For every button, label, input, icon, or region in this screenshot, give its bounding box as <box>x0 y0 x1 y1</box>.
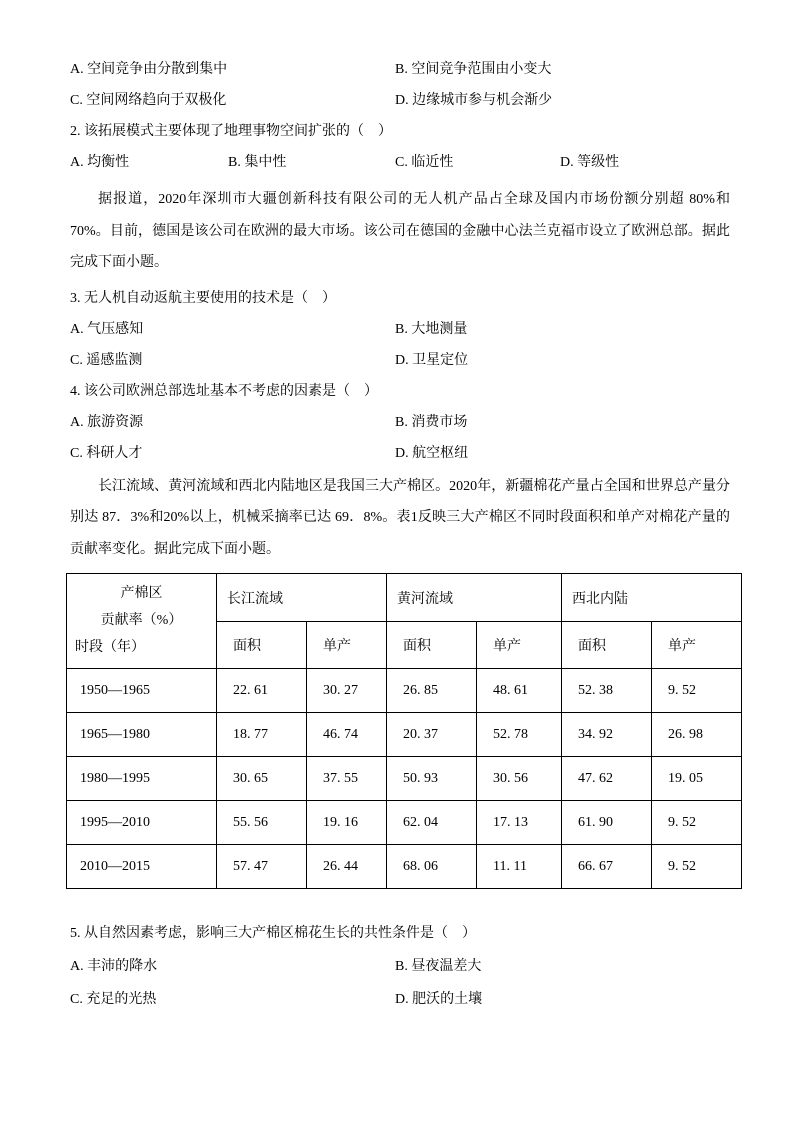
q1-options-row-2 <box>70 85 730 116</box>
table-cell-value: 22. 61 <box>217 669 307 713</box>
table-cell-period: 1980—1995 <box>67 757 217 801</box>
table-cell-value: 57. 47 <box>217 845 307 889</box>
table-cell-value: 47. 62 <box>562 757 652 801</box>
table-cell-value: 50. 93 <box>387 757 477 801</box>
table-header-row-1 <box>67 574 742 622</box>
table-cell-period: 2010—2015 <box>67 845 217 889</box>
q2-stem: 2. 该拓展模式主要体现了地理事物空间扩张的（ ） <box>70 124 392 139</box>
q4-stem: 4. 该公司欧洲总部选址基本不考虑的因素是（ ） <box>70 383 378 399</box>
q2-option-b: B. 集中性 <box>228 155 287 170</box>
q5-option-c: C. 充足的光热 <box>70 992 157 1007</box>
table-cell-period: 1965—1980 <box>67 713 217 757</box>
q3-option-a: A. 气压感知 <box>70 321 144 337</box>
q3-options-row-2 <box>70 345 730 376</box>
table-subheader-yield-2: 单产 <box>477 622 562 669</box>
table-row <box>67 801 742 845</box>
table-cell-value: 55. 56 <box>217 801 307 845</box>
q3-stem: 3. 无人机自动返航主要使用的技术是（ ） <box>70 290 336 306</box>
q4-option-b: B. 消费市场 <box>395 414 468 430</box>
table-row <box>67 757 742 801</box>
table-cell-value: 52. 78 <box>477 713 562 757</box>
q3-option-c: C. 遥感监测 <box>70 352 143 368</box>
table-cell-period: 1995—2010 <box>67 801 217 845</box>
table-group-yellow-river: 黄河流域 <box>387 574 562 622</box>
table-group-northwest: 西北内陆 <box>562 574 742 622</box>
table-cell-value: 9. 52 <box>652 801 742 845</box>
table-cell-value: 11. 11 <box>477 845 562 889</box>
q5-block <box>70 917 730 1016</box>
table-row <box>67 845 742 889</box>
table-corner-cell <box>67 574 217 669</box>
q3-options-row-1 <box>70 314 730 345</box>
table-cell-period: 1950—1965 <box>67 669 217 713</box>
q5-option-d: D. 肥沃的土壤 <box>395 992 483 1007</box>
corner-line-period: 时段（年） <box>75 640 145 655</box>
table-cell-value: 20. 37 <box>387 713 477 757</box>
q2-options-row <box>70 147 730 178</box>
table-cell-value: 34. 92 <box>562 713 652 757</box>
q5-option-a: A. 丰沛的降水 <box>70 959 158 974</box>
q1-option-a: A. 空间竞争由分散到集中 <box>70 62 228 77</box>
q1-option-d: D. 边缘城市参与机会渐少 <box>395 93 553 108</box>
q3-option-b: B. 大地测量 <box>395 321 468 337</box>
table-cell-value: 37. 55 <box>307 757 387 801</box>
q2-option-c: C. 临近性 <box>395 155 454 170</box>
q4-options-row-1 <box>70 407 730 438</box>
corner-line-region: 产棉区 <box>120 586 163 601</box>
table-cell-value: 26. 98 <box>652 713 742 757</box>
table-subheader-area-2: 面积 <box>387 622 477 669</box>
table-cell-value: 9. 52 <box>652 845 742 889</box>
table-cell-value: 30. 56 <box>477 757 562 801</box>
table-cell-value: 19. 05 <box>652 757 742 801</box>
q2-option-a: A. 均衡性 <box>70 155 130 170</box>
table-subheader-area-3: 面积 <box>562 622 652 669</box>
table-subheader-yield-1: 单产 <box>307 622 387 669</box>
table-cell-value: 17. 13 <box>477 801 562 845</box>
table-cell-value: 66. 67 <box>562 845 652 889</box>
table-subheader-yield-3: 单产 <box>652 622 742 669</box>
q1-options-row-1 <box>70 54 730 85</box>
cotton-contribution-table <box>66 573 742 889</box>
table-cell-value: 62. 04 <box>387 801 477 845</box>
table-cell-value: 9. 52 <box>652 669 742 713</box>
table-group-yangtze: 长江流域 <box>217 574 387 622</box>
passage-cotton: 长江流域、黄河流域和西北内陆地区是我国三大产棉区。2020年，新疆棉花产量占全国和世界总产量分别达 87．3%和20%以上，机械采摘率已达 69．8%。表1反映三大产棉区不同时段面积和单产对棉花产量的贡献率变化。据此完成下面小题。 <box>70 478 730 557</box>
table-row <box>67 669 742 713</box>
q5-stem: 5. 从自然因素考虑，影响三大产棉区棉花生长的共性条件是（ ） <box>70 926 476 941</box>
table-cell-value: 30. 27 <box>307 669 387 713</box>
table-subheader-area-1: 面积 <box>217 622 307 669</box>
passage-drone: 据报道，2020年深圳市大疆创新科技有限公司的无人机产品占全球及国内市场份额分别超 80%和 70%。目前，德国是该公司在欧洲的最大市场。该公司在德国的金融中心法兰克福市设立了欧洲总部。据此完成下面小题。 <box>70 192 730 270</box>
q2-option-d: D. 等级性 <box>560 155 620 170</box>
q3-option-d: D. 卫星定位 <box>395 352 469 368</box>
table-cell-value: 18. 77 <box>217 713 307 757</box>
table-cell-value: 52. 38 <box>562 669 652 713</box>
table-row <box>67 713 742 757</box>
table-cell-value: 48. 61 <box>477 669 562 713</box>
q1-option-b: B. 空间竞争范围由小变大 <box>395 62 552 77</box>
table-cell-value: 26. 44 <box>307 845 387 889</box>
table-cell-value: 30. 65 <box>217 757 307 801</box>
table-cell-value: 46. 74 <box>307 713 387 757</box>
q4-options-row-2 <box>70 438 730 469</box>
q4-option-a: A. 旅游资源 <box>70 414 144 430</box>
table-cell-value: 68. 06 <box>387 845 477 889</box>
q5-options-row-1 <box>70 950 730 983</box>
table-cell-value: 19. 16 <box>307 801 387 845</box>
corner-line-contribution: 贡献率（%） <box>100 613 183 628</box>
table-cell-value: 26. 85 <box>387 669 477 713</box>
q4-option-c: C. 科研人才 <box>70 445 143 461</box>
q5-option-b: B. 昼夜温差大 <box>395 959 482 974</box>
q5-options-row-2 <box>70 983 730 1016</box>
q1-option-c: C. 空间网络趋向于双极化 <box>70 93 227 108</box>
table-cell-value: 61. 90 <box>562 801 652 845</box>
q4-option-d: D. 航空枢纽 <box>395 445 469 461</box>
